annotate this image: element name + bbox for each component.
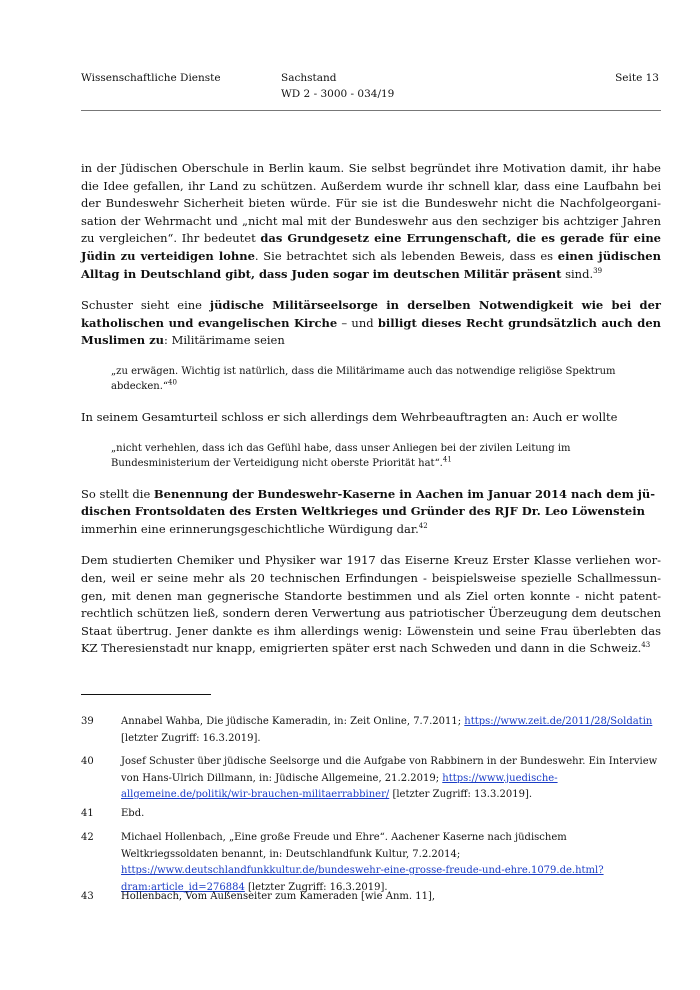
paragraph-5 — [81, 552, 661, 658]
block-quote-2 — [111, 441, 661, 472]
header-institution: Wissenschaftliche Dienste — [81, 72, 221, 84]
paragraph-4-text-b: immerhin eine erinnerungsgeschichtliche Würdigung dar. — [81, 521, 419, 536]
footnote-link[interactable]: https://www.juedische-allgemeine.de/politik/wir-brauchen-militaerrabbiner/ — [121, 772, 558, 800]
paragraph-3-text: In seinem Gesamturteil schloss er sich allerdings dem Wehrbeauftragten an: Auch er wollte — [81, 409, 618, 424]
block-quote-1 — [111, 364, 661, 395]
footnote-citation: Michael Hollenbach, „Eine große Freude und Ehre“. Aachener Kaserne nach jüdischem Weltkriegssoldaten benannt, in: Deutschlandfunk Kultur, 7.2.2014; — [121, 832, 567, 860]
footnote-link[interactable]: https://www.deutschlandfunkkultur.de/bundeswehr-eine-grosse-freude-und-ehre.1079.de.html?dram:article_id=276884 — [121, 865, 604, 893]
footnote-number: 41 — [81, 808, 94, 819]
paragraph-4-text-a: So stellt die — [81, 486, 154, 501]
header-doc-number: WD 2 - 3000 - 034/19 — [281, 88, 395, 100]
paragraph-1-bold-b: einen jüdischen Alltag in Deutschland gibt, dass Juden sogar im deutschen Militär präsent — [81, 248, 661, 281]
footnote-access-date: [letzter Zugriff: 13.3.2019]. — [389, 789, 533, 800]
footnote-separator — [81, 694, 211, 695]
footnote-citation: Hollenbach, Vom Außenseiter zum Kameraden [wie Anm. 11], — [121, 891, 436, 902]
footnote-ref-42[interactable]: 42 — [418, 521, 428, 530]
paragraph-2-bold-b: billigt dieses Recht grundsätzlich auch den Muslimen zu — [81, 315, 661, 348]
footnote-access-date: [letzter Zugriff: 16.3.2019]. — [121, 732, 261, 744]
paragraph-1-text-a: in der Jüdischen Oberschule in Berlin kaum. Sie selbst begründet ihre Motivation damit, ihr habe die Idee gefallen, ihr Land zu schützen. Außerdem wurde ihr schnell klar, dass eine Laufbahn bei der Bundeswehr Sicherheit bieten würde. Für sie ist die Bundeswehr nicht die Nachfolgeorganisation der Wehrmacht und „nicht mal mit der Bundeswehr aus den sechziger bis achtziger Jahren zu vergleichen“. Ihr bedeutet — [81, 161, 661, 246]
paragraph-2-text-a: Schuster sieht eine — [81, 298, 210, 313]
footnote-text — [121, 714, 661, 747]
footnote-access-date: [letzter Zugriff: 16.3.2019]. — [244, 881, 388, 893]
paragraph-4-bold-a: Benennung der Bundeswehr-Kaserne in Aachen im Januar 2014 nach dem jüdischen Frontsoldaten des Ersten Weltkrieges und Gründer des RJF Dr. Leo Löwenstein — [81, 486, 656, 519]
footnote-link[interactable]: https://www.zeit.de/2011/28/Soldatin — [464, 716, 653, 727]
paragraph-1-text-c: sind. — [561, 266, 594, 281]
footnote-ref-40[interactable]: 40 — [168, 379, 177, 388]
footnote-text — [121, 889, 661, 906]
header-page-number: Seite 13 — [615, 72, 659, 84]
footnote-text — [121, 754, 661, 804]
paragraph-1-bold-a: das Grundgesetz eine Errungenschaft, die es gerade für eine Jüdin zu verteidigen lohne — [81, 231, 662, 263]
footnote-number: 43 — [81, 891, 94, 902]
footnote-43 — [81, 889, 661, 906]
footnote-41 — [81, 806, 661, 823]
footnote-text — [121, 806, 661, 823]
paragraph-2-bold-a: jüdische Militärseelsorge in derselben Notwendigkeit wie bei der katholischen und evangelischen Kirche — [81, 298, 661, 330]
header-document-type — [281, 70, 394, 102]
block-quote-1-text: „zu erwägen. Wichtig ist natürlich, dass die Militärimame auch das notwendige religiöse Spektrum abdecken.“ — [111, 365, 616, 393]
footnote-citation: Josef Schuster über jüdische Seelsorge und die Aufgabe von Rabbinern in der Bundeswehr. Ein Interview von Hans-Ulrich Dillmann, in: Jüdische Allgemeine, 21.2.2019; — [121, 756, 658, 784]
footnote-citation: Ebd. — [121, 808, 145, 819]
footnote-ref-43[interactable]: 43 — [641, 641, 651, 650]
paragraph-1-text-b: . Sie betrachtet sich als lebenden Beweis, dass es — [254, 248, 558, 263]
footnote-citation: Annabel Wahba, Die jüdische Kameradin, in: Zeit Online, 7.7.2011; — [121, 716, 465, 727]
main-body — [81, 160, 661, 672]
block-quote-2-text: „nicht verhehlen, dass ich das Gefühl habe, dass unser Anliegen bei der zivilen Leitung im Bundesministerium der Verteidigung nicht oberste Priorität hat“. — [111, 442, 571, 470]
header-doc-kind: Sachstand — [281, 72, 337, 84]
footnote-ref-39[interactable]: 39 — [593, 266, 603, 275]
footnote-ref-41[interactable]: 41 — [442, 455, 452, 464]
footnote-number: 39 — [81, 716, 94, 727]
footnote-text — [121, 830, 661, 896]
paragraph-5-text: Dem studierten Chemiker und Physiker war 1917 das Eiserne Kreuz Erster Klasse verliehen worden, weil er seine mehr als 20 technischen Erfindungen - beispielsweise spezielle Schallmessungen, mit denen man gegnerische Standorte bestimmen und als Ziel orten konnte - nicht patentrechtlich schützen ließ, sondern deren Verwertung aus patriotischer Überzeugung dem deutschen Staat übertrug. Jener dankte es ihm allerdings wenig: Löwenstein und seine Frau überlebten das KZ Theresienstadt nur knapp, emigrierten später erst nach Schweden und dann in die Schweiz. — [81, 553, 661, 656]
paragraph-2-text-b: – und — [337, 315, 378, 330]
footnote-number: 42 — [81, 832, 94, 843]
paragraph-2-text-c: : Militärimame seien — [164, 333, 285, 348]
paragraph-3 — [81, 409, 661, 427]
footnote-number: 40 — [81, 756, 94, 767]
footnote-40 — [81, 754, 661, 804]
header-divider — [81, 110, 661, 111]
paragraph-2 — [81, 297, 661, 350]
footnote-42 — [81, 830, 661, 896]
paragraph-1 — [81, 160, 661, 283]
footnote-39 — [81, 714, 661, 747]
paragraph-4 — [81, 486, 661, 539]
